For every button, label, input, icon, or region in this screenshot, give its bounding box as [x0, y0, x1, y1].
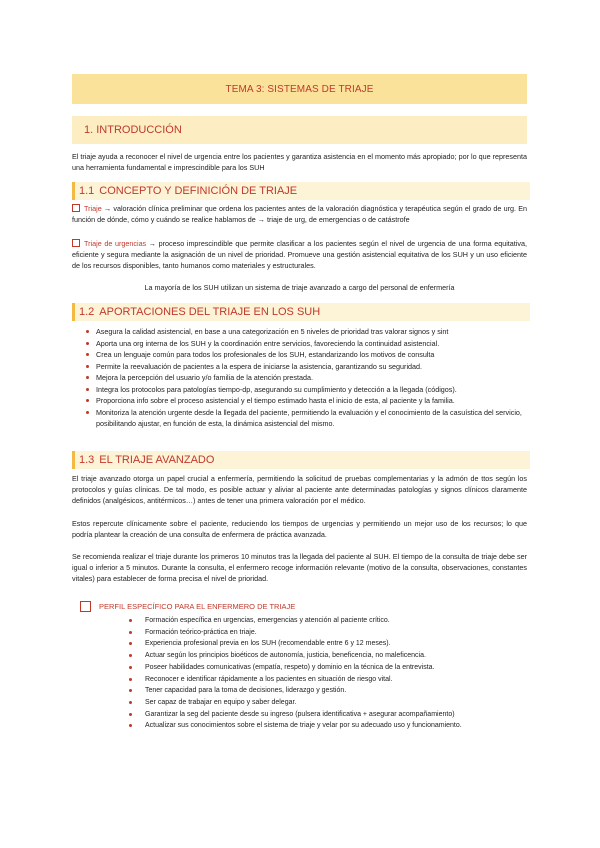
triaje-urgencias-text: → proceso imprescindible que permite clasificar a los pacientes según el nivel de urgencia de una forma equitativa, eficiente y segura mediante la asignación de un nivel de prioridad. Promueve una gestión asistencial equitativa de los SUH y un uso eficiente de los recursos disponibles, tanto humanos como materiales y estructurales. [72, 239, 527, 270]
checkbox-icon [80, 601, 91, 612]
bullet-icon [86, 399, 89, 402]
list-item: Asegura la calidad asistencial, en base a una categorización en 5 niveles de prioridad tras valorar signos y sint [72, 326, 527, 338]
perfil-heading-text: PERFIL ESPECÍFICO PARA EL ENFERMERO DE TRIAJE [99, 602, 296, 611]
subsection-number: 1.1 [79, 185, 95, 197]
bullet-icon [86, 342, 89, 345]
triaje-avanzado-paragraph-2: Estos repercute clínicamente sobre el paciente, reduciendo los tiempos de urgencias y permitiendo un mejor uso de los recursos; lo que podría plantear la creación de una consulta de enfermera de práctica avanzada. [72, 519, 527, 539]
aportaciones-list [72, 326, 527, 430]
list-item: Actualizar sus conocimientos sobre el sistema de triaje y velar por su adecuado uso y funcionamiento. [120, 720, 540, 732]
bullet-icon [129, 678, 132, 681]
subsection-title: APORTACIONES DEL TRIAJE EN LOS SUH [99, 306, 321, 318]
intro-paragraph: El triaje ayuda a reconocer el nivel de urgencia entre los pacientes y garantiza asistencia en el momento más apropiado; por lo que representa una herramienta fundamental e imprescindible para los SUH [72, 152, 527, 172]
subsection-heading-1-2 [72, 303, 530, 321]
list-item: Experiencia profesional previa en los SUH (recomendable entre 6 y 12 meses). [120, 638, 540, 650]
perfil-heading [80, 601, 295, 612]
bullet-icon [129, 701, 132, 704]
list-item: Crea un lenguaje común para todos los profesionales de los SUH, estandarizando los motivos de consulta [72, 349, 527, 361]
list-item: Ser capaz de trabajar en equipo y saber delegar. [120, 697, 540, 709]
subsection-heading-1-3 [72, 451, 530, 469]
subsection-heading-1-1 [72, 182, 530, 200]
document-title [72, 74, 527, 104]
list-item: Permite la reevaluación de pacientes a la espera de iniciarse la asistencia, garantizando su seguridad. [72, 361, 527, 373]
triaje-definition-text: → valoración clínica preliminar que ordena los pacientes antes de la valoración diagnóstica y terapéutica según el grado de urg. En función de dónde, cómo y cuándo se realice hablamos de → triaje de urg, de emergencias o de catástrofe [72, 204, 527, 224]
bullet-icon [129, 713, 132, 716]
bullet-icon [86, 330, 89, 333]
section-heading-text: 1. INTRODUCCIÓN [84, 124, 182, 136]
bullet-icon [86, 388, 89, 391]
bullet-icon [129, 642, 132, 645]
triaje-urgencias-paragraph [72, 238, 527, 271]
bullet-icon [129, 724, 132, 727]
bullet-icon [86, 376, 89, 379]
bullet-icon [129, 619, 132, 622]
list-item: Formación teórico-práctica en triaje. [120, 627, 540, 639]
checkbox-icon [72, 239, 80, 247]
subsection-title: CONCEPTO Y DEFINICIÓN DE TRIAJE [99, 185, 298, 197]
list-item: Tener capacidad para la toma de decisiones, liderazgo y gestión. [120, 685, 540, 697]
bullet-icon [129, 666, 132, 669]
term-triaje-urgencias: Triaje de urgencias [84, 239, 147, 248]
bullet-icon [86, 411, 89, 414]
triaje-note: La mayoría de los SUH utilizan un sistema de triaje avanzado a cargo del personal de enfermería [144, 283, 455, 292]
triaje-avanzado-paragraph-3: Se recomienda realizar el triaje durante los primeros 10 minutos tras la llegada del paciente al SUH. El tiempo de la consulta de triaje debe ser igual o inferior a 5 minutos. Durante la consulta, el enfermero recoge información relevante (motivo de la consulta, observaciones, constantes vitales) para establecer de forma precisa el nivel de prioridad. [72, 552, 527, 583]
subsection-title: EL TRIAJE AVANZADO [99, 454, 215, 466]
subsection-number: 1.3 [79, 454, 95, 466]
triaje-definition-paragraph [72, 203, 527, 225]
subsection-number: 1.2 [79, 306, 95, 318]
triaje-avanzado-paragraph-1: El triaje avanzado otorga un papel crucial a enfermería, permitiendo la solicitud de pruebas complementarias y la admón de ttos según los protocolos y guías clínicas. De tal modo, es posible actuar y aliviar al paciente ante determinadas patologías y signos clínicos claramente definidos (analgésicos, antitérmicos…) antes de tener una primera valoración por el médico. [72, 474, 527, 505]
section-heading-introduccion [72, 116, 527, 144]
list-item: Garantizar la seg del paciente desde su ingreso (pulsera identificativa + asegurar acompañamiento) [120, 709, 540, 721]
list-item: Monitoriza la atención urgente desde la llegada del paciente, permitiendo la evaluación y el conocimiento de la casuística del servicio, posibilitando ajustar, en función de esta, la dinámica asistencial del mismo. [72, 407, 527, 430]
list-item: Actuar según los principios bioéticos de autonomía, justicia, beneficencia, no maleficencia. [120, 650, 540, 662]
bullet-icon [129, 689, 132, 692]
bullet-icon [86, 365, 89, 368]
list-item: Formación específica en urgencias, emergencias y atención al paciente crítico. [120, 615, 540, 627]
document-title-text: TEMA 3: SISTEMAS DE TRIAJE [225, 83, 374, 95]
list-item: Proporciona info sobre el proceso asistencial y el tiempo estimado hasta el inicio de esta, al paciente y la familia. [72, 395, 527, 407]
list-item: Integra los protocolos para patologías tiempo-dp, asegurando su cumplimiento y detección a la llegada (códigos). [72, 384, 527, 396]
bullet-icon [86, 353, 89, 356]
list-item: Poseer habilidades comunicativas (empatía, respeto) y dominio en la técnica de la entrevista. [120, 662, 540, 674]
checkbox-icon [72, 204, 80, 212]
term-triaje: Triaje [84, 204, 102, 213]
list-item: Aporta una org interna de los SUH y la coordinación entre servicios, favoreciendo la continuidad asistencial. [72, 338, 527, 350]
perfil-list [120, 615, 540, 732]
list-item: Mejora la percepción del usuario y/o familia de la atención prestada. [72, 372, 527, 384]
list-item: Reconocer e identificar rápidamente a los pacientes en situación de riesgo vital. [120, 674, 540, 686]
bullet-icon [129, 654, 132, 657]
bullet-icon [129, 631, 132, 634]
